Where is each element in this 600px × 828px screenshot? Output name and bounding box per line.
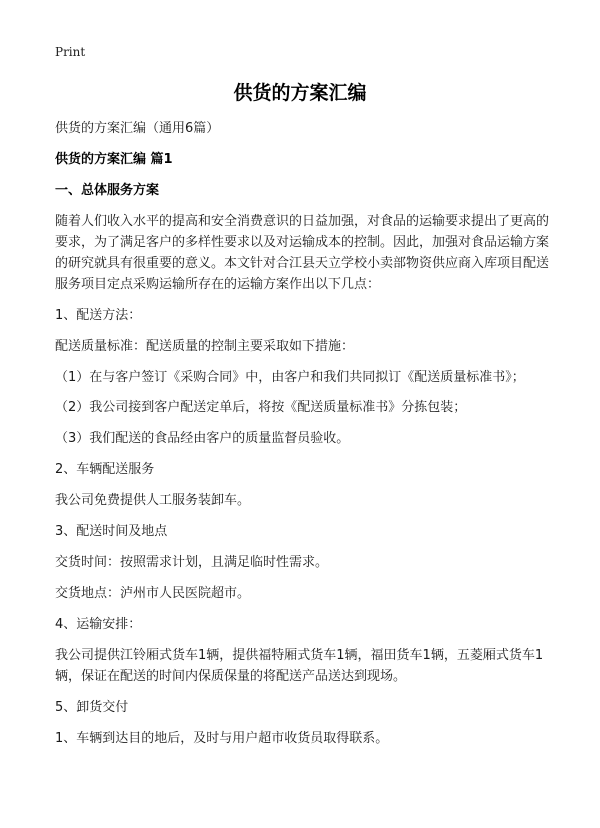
paragraph-loading: 我公司免费提供人工服务装卸车。	[55, 493, 251, 508]
document-body	[55, 118, 555, 759]
section-heading: 一、总体服务方案	[55, 183, 160, 198]
paragraph-unloading: 5、卸货交付	[55, 700, 129, 715]
document-title: 供货的方案汇编	[233, 82, 367, 104]
paragraph-vehicle-service: 2、车辆配送服务	[55, 462, 155, 477]
paragraph-delivery-method: 1、配送方法：	[55, 308, 142, 323]
print-link[interactable]: Print	[55, 45, 86, 59]
document-subtitle: 供货的方案汇编（通用6篇）	[55, 121, 220, 136]
paragraph-vehicles: 我公司提供江铃厢式货车1辆，提供福特厢式货车1辆，福田货车1辆，五菱厢式货车1辆，保证在配送的时间内保质保量的将配送产品送达到现场。	[55, 648, 544, 684]
paragraph-quality-standard: 配送质量标准：配送质量的控制主要采取如下措施：	[55, 339, 355, 354]
paragraph-measure-3: （3）我们配送的食品经由客户的质量监督员验收。	[55, 431, 350, 446]
paragraph-transport-plan: 4、运输安排：	[55, 617, 142, 632]
paragraph-arrival: 1、车辆到达目的地后，及时与用户超市收货员取得联系。	[55, 731, 389, 746]
paragraph-intro: 随着人们收入水平的提高和安全消费意识的日益加强，对食品的运输要求提出了更高的要求，为了满足客户的多样性要求以及对运输成本的控制。因此，加强对食品运输方案的研究就具有很重要的意义。本文针对合江县天立学校小卖部物资供应商入库项目配送服务项目定点采购运输所存在的运输方案作出以下几点：	[55, 214, 550, 292]
paragraph-time-place: 3、配送时间及地点	[55, 524, 168, 539]
paragraph-delivery-place: 交货地点：泸州市人民医院超市。	[55, 586, 251, 601]
paragraph-measure-2: （2）我公司接到客户配送定单后，将按《配送质量标准书》分拣包装；	[55, 400, 467, 415]
chapter-heading: 供货的方案汇编 篇1	[55, 152, 173, 167]
paragraph-measure-1: （1）在与客户签订《采购合同》中，由客户和我们共同拟订《配送质量标准书》；	[55, 370, 525, 385]
paragraph-delivery-time: 交货时间：按照需求计划，且满足临时性需求。	[55, 555, 329, 570]
